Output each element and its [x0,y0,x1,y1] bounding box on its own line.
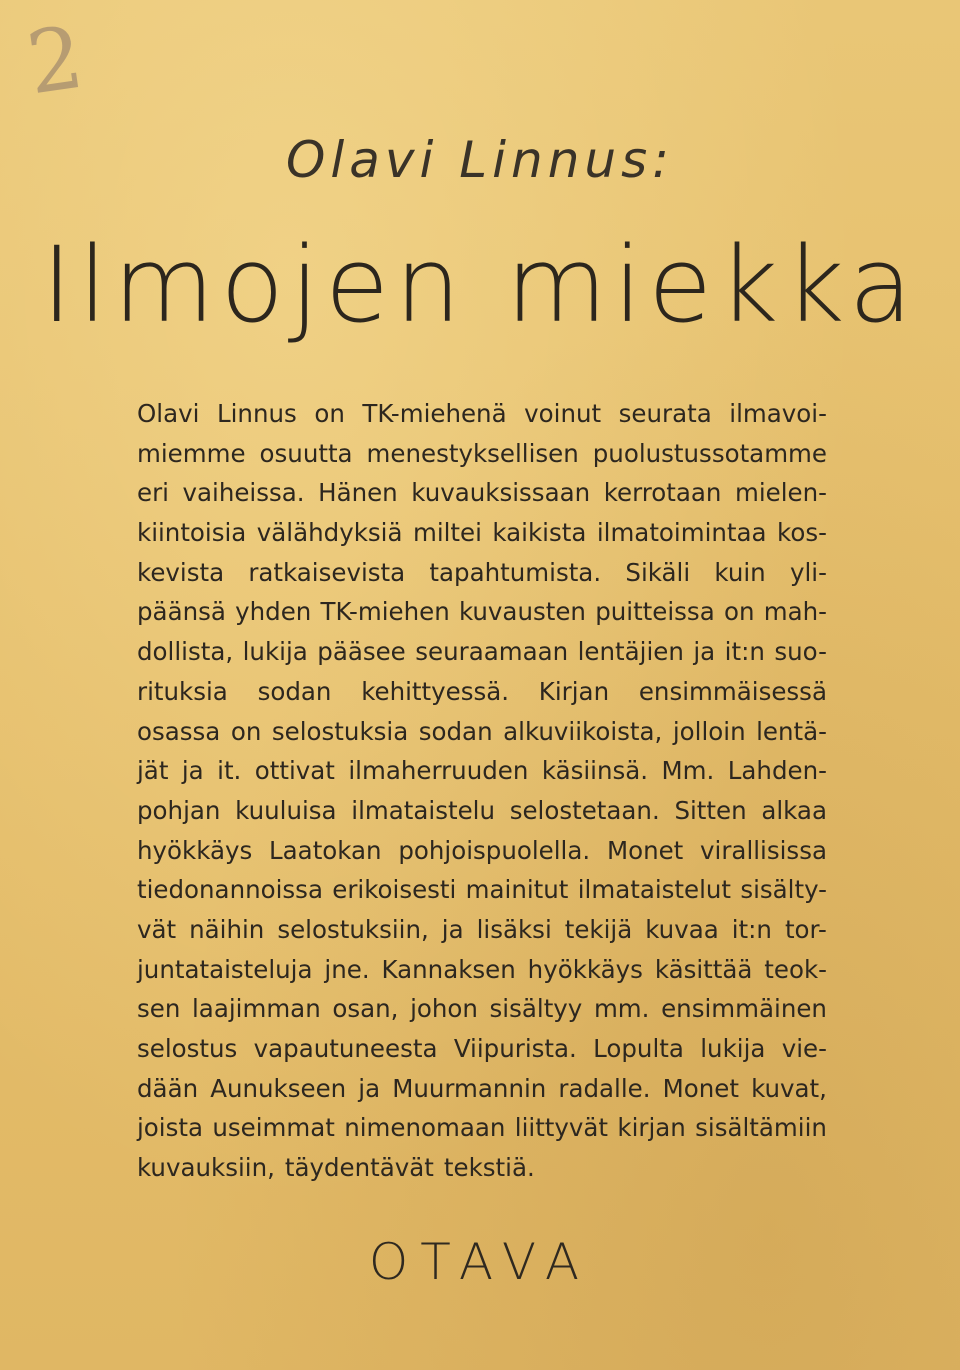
blurb-word: mainitut [465,875,569,905]
blurb-word: kuin [714,557,766,587]
blurb-word: seurata [618,399,712,428]
blurb-word: ja [441,914,464,944]
blurb-word: suo- [774,637,827,667]
blurb-word: jne. [324,954,370,984]
blurb-word: Hänen [318,478,398,508]
blurb-word: it. [217,756,242,786]
blurb-word: kevista [137,557,225,587]
blurb-word: on [230,716,262,746]
blurb-word: selostetaan. [509,795,660,825]
blurb-word: sodan [257,676,332,706]
blurb-word: käsiinsä. [541,756,649,786]
blurb-word: erikoisesti [332,875,457,905]
blurb-word: it:n [731,914,772,944]
blurb-line [137,1108,827,1148]
blurb-word: mm. [593,994,650,1024]
blurb-word: sodan [418,716,493,746]
publisher-name: OTAVA [368,1233,592,1291]
blurb-word: kuuluisa [235,795,337,825]
blurb-word: kuvauksissaan [411,478,591,508]
blurb-word: alkuviikoista, [503,716,663,746]
blurb-word: kuvat, [751,1073,827,1103]
blurb-word: hyökkäys [527,954,643,984]
blurb-word: näihin [189,914,265,944]
blurb-word: liittyvät [514,1113,609,1143]
blurb-line [137,434,827,474]
blurb-word: vät [137,914,177,944]
blurb-word: ensimmäinen [661,994,827,1024]
blurb-word: kaikista [492,518,587,548]
blurb-word: selostuksia [271,716,409,746]
blurb-line [137,791,827,831]
blurb-word: ilmavoi- [729,399,827,428]
blurb-line [137,989,827,1029]
book-title: Ilmojen miekka [41,224,919,346]
blurb-word: kuvaa [645,914,719,944]
blurb-word: on [314,399,345,428]
blurb-line [137,473,827,513]
blurb-word: johon [410,994,478,1024]
cover-blurb [137,394,827,1188]
blurb-line [137,592,827,632]
blurb-line [137,394,827,434]
blurb-word: kuvauksiin, [137,1153,275,1183]
blurb-word: sen [137,994,181,1024]
blurb-word: Laatokan [269,835,382,865]
blurb-word: ottivat [254,756,335,786]
blurb-line [137,632,827,672]
blurb-word: Sikäli [625,557,691,587]
blurb-word: täydentävät [284,1153,434,1183]
blurb-word: Lopulta [593,1034,684,1063]
blurb-line [137,1069,827,1109]
blurb-word: Aunukseen [210,1073,347,1103]
blurb-word: Monet [606,835,684,865]
blurb-word: jät [137,756,169,786]
blurb-word: puolustussotamme [592,438,827,468]
blurb-word: sisältämiin [695,1113,827,1143]
blurb-word: kehittyessä. [361,676,510,706]
blurb-word: tiedonannoissa [137,875,323,905]
blurb-word: jolloin [672,716,746,746]
blurb-word: TK-miehen [320,597,450,627]
blurb-word: puitteissa [595,597,715,627]
blurb-line [137,712,827,752]
blurb-word: välähdyksiä [256,518,403,548]
blurb-word: Linnus [216,399,297,428]
blurb-word: hyökkäys [137,835,253,865]
blurb-word: useimmat [212,1113,335,1143]
blurb-word: teok- [764,954,827,984]
blurb-word: kos- [777,518,827,548]
blurb-word: mielen- [734,478,827,508]
blurb-word: ratkaisevista [248,557,406,587]
blurb-word: selostus [137,1034,238,1063]
blurb-word: radalle. [558,1073,651,1103]
blurb-word: Monet [662,1073,739,1103]
blurb-word: ja [693,637,716,667]
blurb-word: vaiheissa. [182,478,305,508]
blurb-line [137,1148,827,1188]
blurb-word: dään [137,1073,199,1103]
blurb-word: Kannaksen [381,954,516,984]
blurb-line [137,672,827,712]
blurb-word: yli- [789,557,827,587]
blurb-word: yhden [235,597,312,627]
blurb-word: on [723,597,755,627]
blurb-word: sisältyy [489,994,583,1024]
blurb-word: juntataisteluja [137,954,313,984]
blurb-word: Sitten [674,795,747,825]
blurb-word: Olavi [137,399,200,428]
blurb-word: ja [181,756,204,786]
blurb-word: vie- [781,1034,827,1063]
blurb-word: lukija [700,1034,766,1063]
blurb-word: ensimmäisessä [638,676,827,706]
blurb-word: it:n [724,637,765,667]
blurb-word: joista [137,1113,203,1143]
blurb-word: seuraamaan [415,637,569,667]
blurb-word: päänsä [137,597,226,627]
blurb-word: Mm. [661,756,715,786]
blurb-word: tekstiä. [443,1153,535,1183]
blurb-word: alkaa [761,795,827,825]
blurb-word: lukija [242,637,308,667]
blurb-word: Kirjan [538,676,610,706]
blurb-word: TK-miehenä [362,399,507,428]
blurb-line [137,513,827,553]
blurb-word: Muurmannin [392,1073,547,1103]
blurb-word: kiintoisia [137,518,247,548]
blurb-word: voinut [524,399,602,428]
blurb-word: osuutta [259,438,353,468]
blurb-word: Lahden- [727,756,827,786]
blurb-word: miemme [137,438,246,468]
blurb-word: pohjoispuolella. [398,835,591,865]
blurb-word: rituksia [137,676,228,706]
blurb-word: Viipurista. [453,1034,577,1063]
handwritten-pencil-mark: 2 [21,7,90,115]
blurb-word: virallisissa [700,835,827,865]
blurb-word: selostuksiin, [277,914,429,944]
blurb-word: kuvausten [458,597,586,627]
blurb-word: miltei [412,518,482,548]
blurb-word: ilmataistelu [351,795,495,825]
blurb-word: lisäksi [476,914,552,944]
blurb-word: ilmataistelut [577,875,732,905]
blurb-word: ilmatoimintaa [596,518,767,548]
blurb-word: tapahtumista. [429,557,602,587]
blurb-word: nimenomaan [344,1113,506,1143]
blurb-line [137,553,827,593]
blurb-word: mah- [763,597,827,627]
blurb-word: tekijä [564,914,633,944]
blurb-word: pohjan [137,795,221,825]
blurb-word: pääsee [317,637,406,667]
blurb-word: eri [137,478,169,508]
blurb-line [137,870,827,910]
blurb-word: tor- [784,914,827,944]
author-name: Olavi Linnus: [286,131,674,189]
blurb-word: ja [358,1073,381,1103]
blurb-word: kirjan [617,1113,686,1143]
blurb-word: käsittää [654,954,753,984]
blurb-word: lentä- [756,716,827,746]
blurb-line [137,831,827,871]
blurb-word: osassa [137,716,221,746]
blurb-line [137,910,827,950]
blurb-word: osan, [332,994,399,1024]
blurb-line [137,1029,827,1069]
blurb-word: dollista, [137,637,234,667]
blurb-word: vapautuneesta [253,1034,438,1063]
blurb-word: menestyksellisen [366,438,579,468]
blurb-word: ilmaherruuden [348,756,529,786]
blurb-word: sisälty- [740,875,827,905]
blurb-line [137,751,827,791]
blurb-word: lentäjien [577,637,684,667]
blurb-word: laajimman [192,994,321,1024]
blurb-word: kerrotaan [603,478,722,508]
blurb-line [137,950,827,990]
